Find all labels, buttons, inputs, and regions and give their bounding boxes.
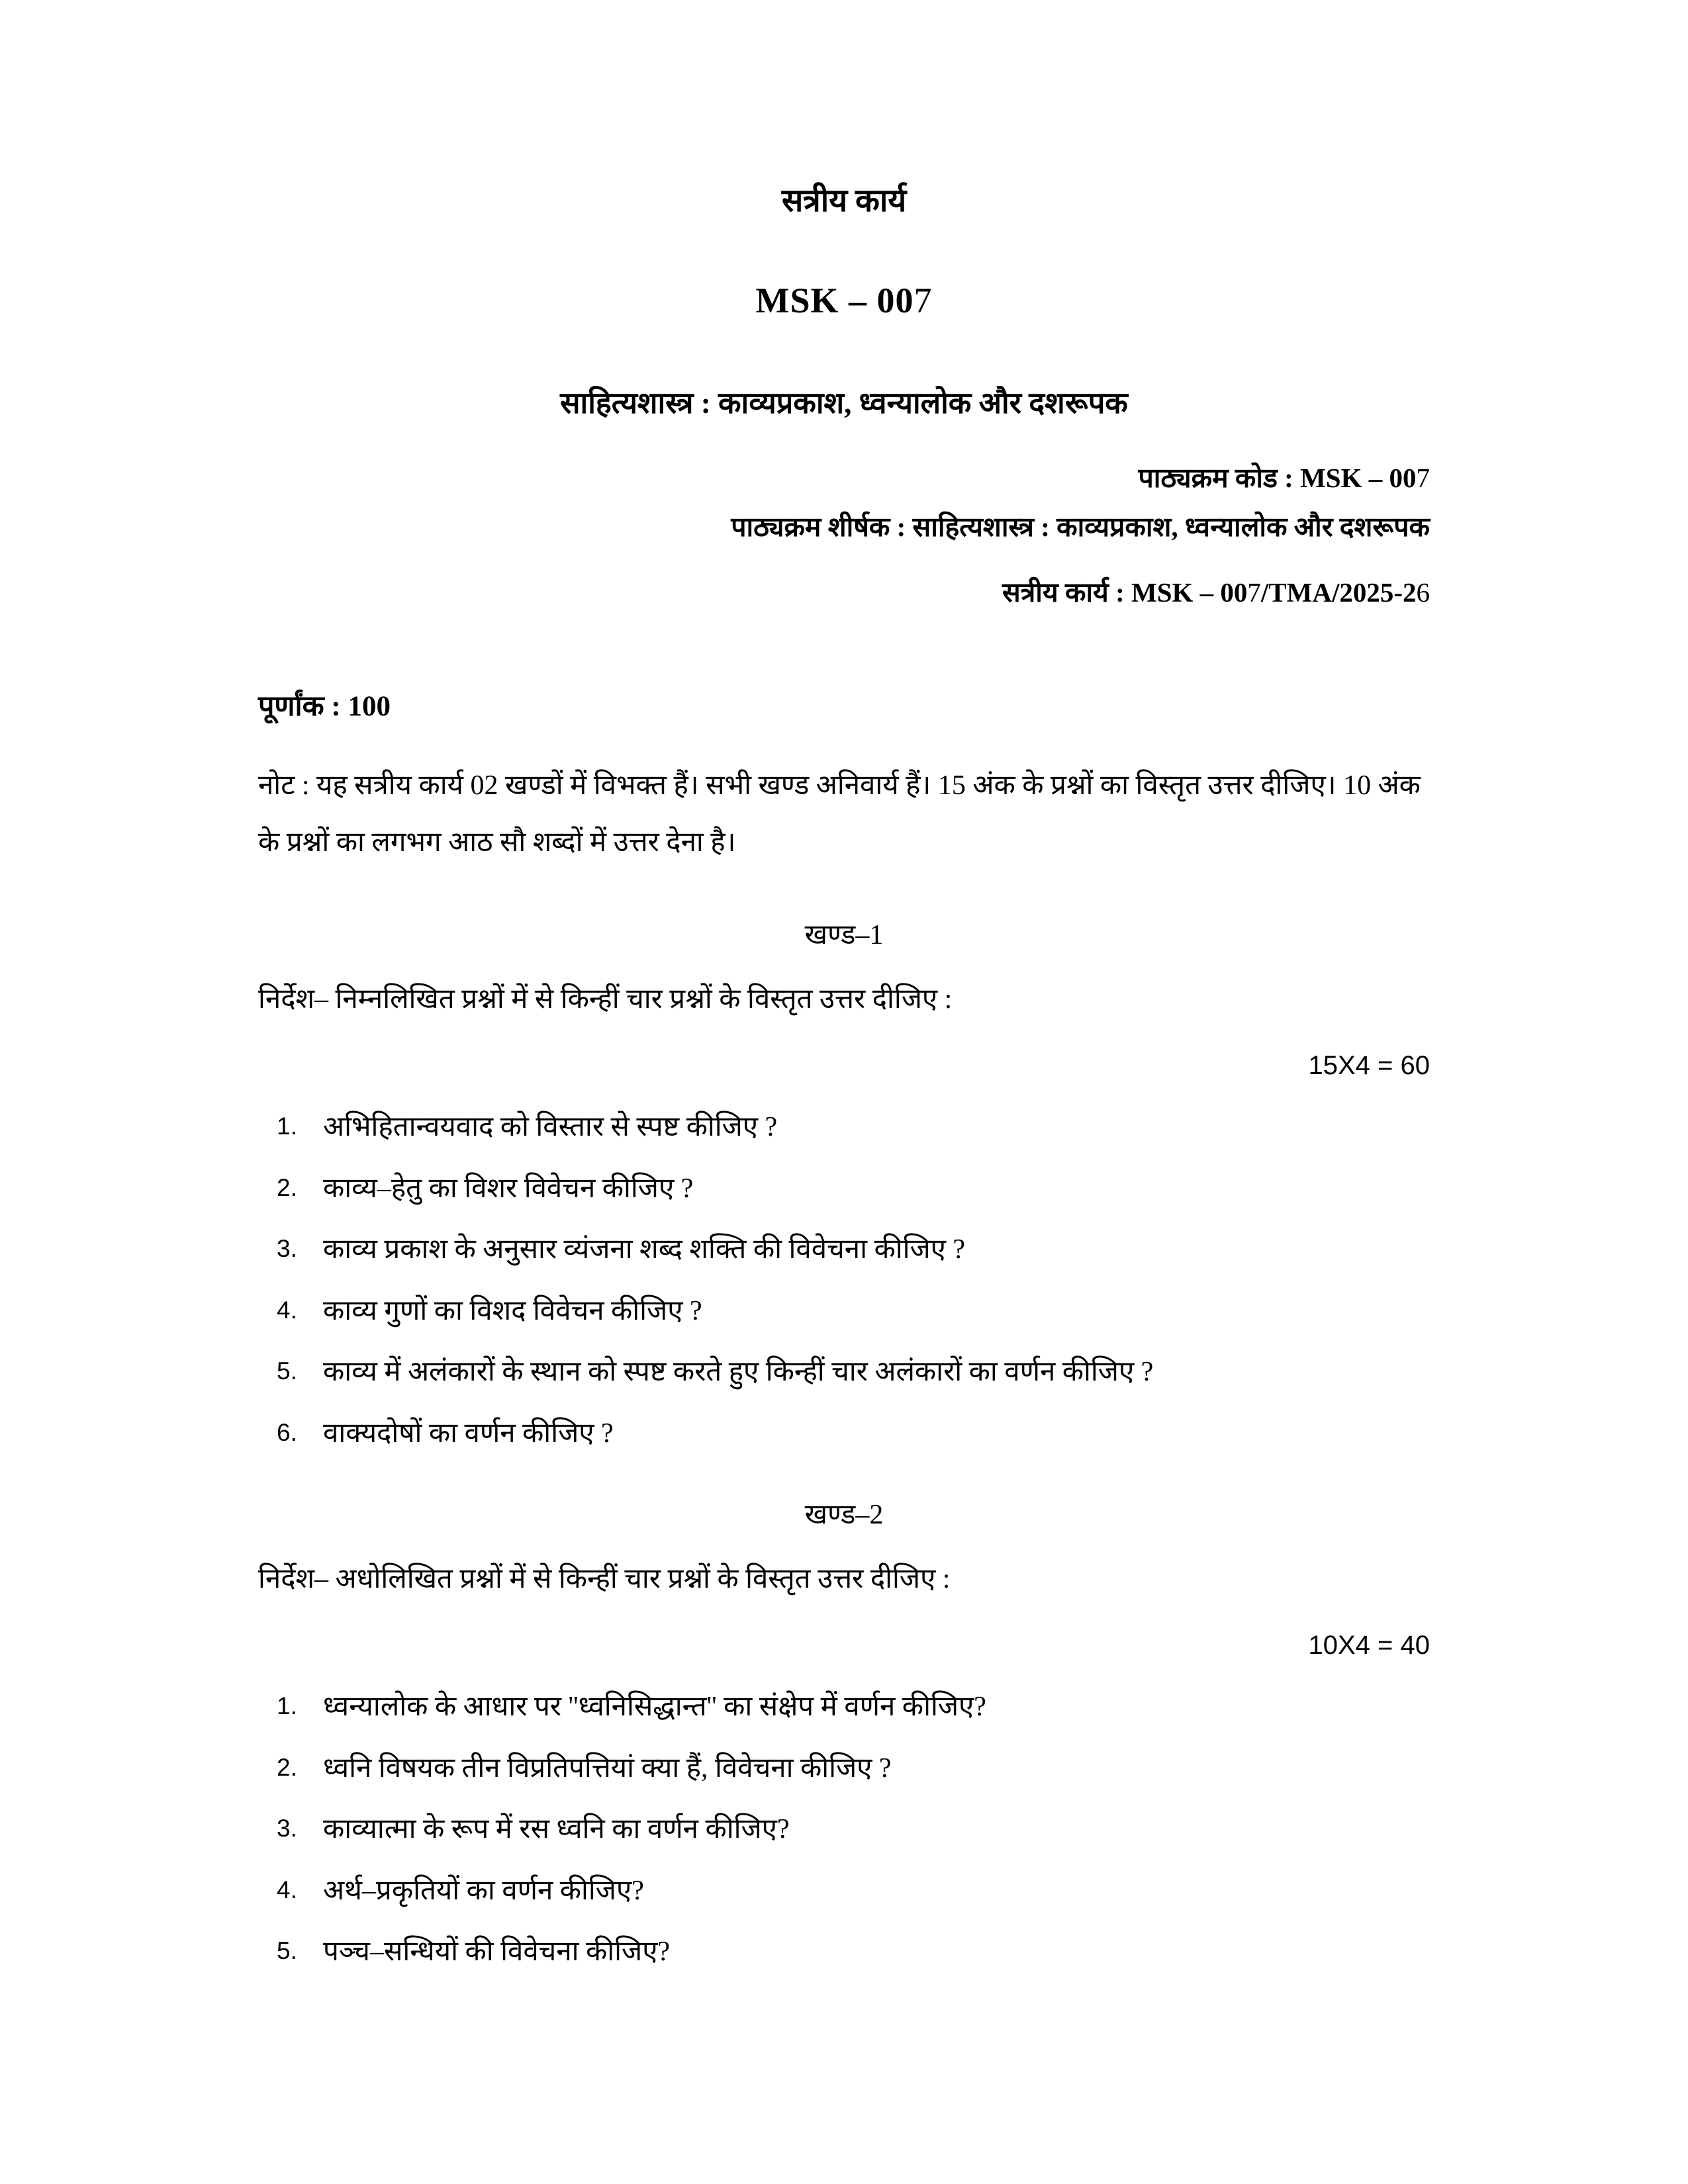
- question-number: 5.: [277, 1937, 297, 1965]
- meta-assignment-value-light-2: 6: [1416, 577, 1430, 608]
- question-row: [277, 1751, 1430, 1786]
- question-number: 2.: [277, 1173, 297, 1201]
- question-number: 3.: [277, 1815, 297, 1843]
- meta-block: [258, 454, 1430, 617]
- question-number: 4.: [277, 1876, 297, 1903]
- meta-course-code-value-light: 7: [1416, 462, 1430, 493]
- meta-course-title: पाठ्यक्रम शीर्षक : साहित्यशास्त्र : काव्यप्रकाश, ध्वन्यालोक और दशरूपक: [731, 511, 1430, 542]
- question-text: अभिहितान्वयवाद को विस्तार से स्पष्ट कीजिए ?: [323, 1112, 778, 1143]
- meta-assignment-code: [258, 569, 1430, 617]
- question-number: 3.: [277, 1235, 297, 1263]
- meta-course-code-label: पाठ्यक्रम कोड :: [1138, 462, 1301, 493]
- section-2-question-list: [258, 1690, 1430, 1970]
- question-row: [277, 1171, 1430, 1206]
- question-text: काव्य–हेतु का विशर विवेचन कीजिए ?: [323, 1173, 694, 1204]
- question-number: 2.: [277, 1753, 297, 1781]
- question-number: 6.: [277, 1418, 297, 1446]
- question-text: ध्वनि विषयक तीन विप्रतिपत्तियां क्या हैं, विवेचना कीजिए ?: [323, 1752, 892, 1784]
- course-code-heading-light: 7: [914, 280, 933, 320]
- course-subtitle: साहित्यशास्त्र : काव्यप्रकाश, ध्वन्यालोक और दशरूपक: [560, 386, 1128, 420]
- question-row: [277, 1874, 1430, 1909]
- meta-course-code: [258, 454, 1430, 503]
- question-text: वाक्यदोषों का वर्णन कीजिए ?: [323, 1418, 614, 1449]
- section-1-instruction: निर्देश– निम्नलिखित प्रश्नों में से किन्हीं चार प्रश्नों के विस्तृत उत्तर दीजिए :: [258, 984, 953, 1015]
- question-row: [277, 1934, 1430, 1970]
- section-2-marks: 10X4 = 40: [1308, 1631, 1430, 1661]
- section-1-question-list: [258, 1110, 1430, 1451]
- question-row: [277, 1355, 1430, 1390]
- question-text: काव्यात्मा के रूप में रस ध्वनि का वर्णन कीजिए?: [323, 1814, 790, 1845]
- question-number: 1.: [277, 1113, 297, 1140]
- question-row: [277, 1232, 1430, 1267]
- section-2-instruction: निर्देश– अधोलिखित प्रश्नों में से किन्हीं चार प्रश्नों के विस्तृत उत्तर दीजिए :: [258, 1564, 951, 1595]
- note-paragraph: नोट : यह सत्रीय कार्य 02 खण्डों में विभक्त हैं। सभी खण्ड अनिवार्य हैं। 15 अंक के प्रश्नों का विस्तृत उत्तर दीजिए। 10 अंक के प्रश्नों का लगभग आठ सौ शब्दों में उत्तर देना है।: [258, 770, 1421, 858]
- section-1-heading: खण्ड–1: [804, 920, 884, 951]
- question-text: काव्य में अलंकारों के स्थान को स्पष्ट करते हुए किन्हीं चार अलंकारों का वर्णन कीजिए ?: [323, 1357, 1154, 1388]
- question-text: ध्वन्यालोक के आधार पर ''ध्वनिसिद्धान्त'' का संक्षेप में वर्णन कीजिए?: [323, 1692, 986, 1723]
- question-row: [277, 1812, 1430, 1847]
- question-row: [277, 1416, 1430, 1451]
- section-2-heading: खण्ड–2: [804, 1500, 884, 1531]
- meta-assignment-label: सत्रीय कार्य :: [1002, 577, 1131, 608]
- meta-course-code-value-bold: MSK – 00: [1300, 462, 1417, 493]
- max-marks: पूर्णांक : 100: [258, 691, 391, 723]
- question-number: 4.: [277, 1296, 297, 1324]
- question-text: काव्य गुणों का विशद विवेचन कीजिए ?: [323, 1295, 702, 1326]
- page-title: सत्रीय कार्य: [781, 183, 907, 218]
- question-number: 5.: [277, 1357, 297, 1385]
- question-text: काव्य प्रकाश के अनुसार व्यंजना शब्द शक्ति की विवेचना कीजिए ?: [323, 1234, 965, 1265]
- course-code-heading-bold: MSK – 00: [755, 280, 914, 320]
- meta-assignment-value-bold-2: /TMA/2025-2: [1260, 577, 1417, 608]
- meta-assignment-value-bold-1: MSK – 00: [1131, 577, 1248, 608]
- question-text: पञ्च–सन्धियों की विवेचना कीजिए?: [323, 1936, 671, 1968]
- section-1-marks: 15X4 = 60: [1308, 1051, 1430, 1081]
- question-row: [277, 1690, 1430, 1725]
- meta-assignment-value-light-1: 7: [1247, 577, 1261, 608]
- question-number: 1.: [277, 1692, 297, 1720]
- question-row: [277, 1110, 1430, 1145]
- course-code-heading: [258, 280, 1430, 321]
- question-text: अर्थ–प्रकृतियों का वर्णन कीजिए?: [323, 1875, 644, 1906]
- question-row: [277, 1294, 1430, 1329]
